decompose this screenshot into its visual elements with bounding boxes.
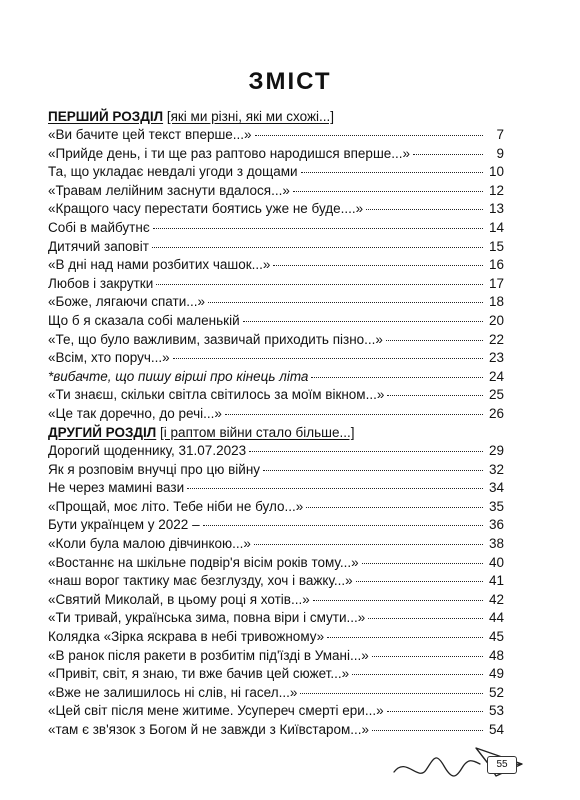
- toc-entry-title: «Кращого часу перестати боятись уже не буде....»: [48, 201, 364, 217]
- toc-entry-title: «Ти знаєш, скільки світла світилось за моїм вікном...»: [48, 387, 385, 403]
- dot-leader: [173, 358, 483, 359]
- toc-entry: [48, 479, 504, 498]
- toc-entry-page-number: 34: [488, 480, 504, 496]
- toc-entry-title: Дитячий заповіт: [48, 238, 149, 254]
- section-name: ДРУГИЙ РОЗДІЛ: [48, 425, 157, 440]
- toc-entry: [48, 684, 504, 703]
- toc-entry: [48, 442, 504, 461]
- toc-entry-title: «Те, що було важливим, зазвичай приходить пізно...»: [48, 331, 383, 347]
- dot-leader: [368, 618, 483, 619]
- dot-leader: [152, 247, 483, 248]
- toc-entry-title: Що б я сказала собі маленькій: [48, 312, 240, 328]
- dot-leader: [225, 414, 483, 415]
- section-heading: [48, 424, 504, 442]
- section-subtitle: [і раптом війни стало більше...]: [160, 425, 355, 440]
- toc-entry: [48, 647, 504, 666]
- toc-entry-title: «Востаннє на шкільне подвір'я вісім років тому...»: [48, 554, 359, 570]
- toc-entry: [48, 516, 504, 535]
- dot-leader: [362, 563, 483, 564]
- toc-entry-page-number: 16: [488, 257, 504, 273]
- toc-entry: [48, 461, 504, 480]
- toc-entry-page-number: 49: [488, 666, 504, 682]
- dot-leader: [300, 693, 483, 694]
- dot-leader: [254, 544, 483, 545]
- toc-entry: [48, 609, 504, 628]
- toc-entry-page-number: 40: [488, 554, 504, 570]
- toc-entry-title: Дорогий щоденнику, 31.07.2023: [48, 443, 247, 458]
- toc-entry: [48, 405, 504, 424]
- toc-entry-page-number: 54: [488, 721, 504, 737]
- dot-leader: [187, 488, 483, 489]
- dot-leader: [306, 507, 483, 508]
- section-subtitle: [які ми різні, які ми схожі...]: [166, 109, 335, 124]
- dot-leader: [301, 172, 483, 173]
- toc-entry-page-number: 23: [488, 350, 504, 366]
- toc-entry: [48, 256, 504, 275]
- dot-leader: [273, 265, 483, 266]
- dot-leader: [203, 525, 483, 526]
- toc-entry-page-number: 12: [488, 182, 504, 198]
- toc-entry-page-number: 26: [488, 405, 504, 421]
- dot-leader: [327, 637, 483, 638]
- toc-entry-title: Собі в майбутнє: [48, 219, 150, 235]
- toc-entry-title: Бути українцем у 2022 –: [48, 517, 200, 533]
- dot-leader: [313, 600, 483, 601]
- toc-entry: [48, 293, 504, 312]
- toc-entry-title: «В дні над нами розбитих чашок...»: [48, 257, 271, 273]
- toc-entry-title: «там є зв'язок з Богом й не завжди з Київстаром...»: [48, 721, 370, 737]
- toc-entry-page-number: 36: [488, 517, 504, 533]
- toc-entry-title: «наш ворог тактику має безглузду, хоч і важку...»: [48, 573, 353, 589]
- toc-entry-title: «Цей світ після мене житиме. Усупереч смерті ери...»: [48, 703, 384, 719]
- page-title: ЗМІСТ: [248, 68, 332, 95]
- dot-leader: [413, 154, 483, 155]
- toc-entry-title: «Прощай, моє літо. Тебе ніби не було...»: [48, 498, 304, 514]
- toc-entry: [48, 312, 504, 331]
- toc-entry-list: [48, 442, 504, 740]
- toc-entry-title: «Всім, хто поруч...»: [48, 350, 170, 366]
- toc-entry: [48, 535, 504, 554]
- toc-entry: [48, 386, 504, 405]
- toc-entry-title: Любов і закрутки: [48, 275, 154, 291]
- toc-entry-title: «Ти тривай, українська зима, повна віри і смути...»: [48, 610, 366, 626]
- dot-leader: [386, 340, 483, 341]
- toc-entry-title: «Привіт, світ, я знаю, ти вже бачив цей сюжет...»: [48, 666, 350, 682]
- toc-entry-page-number: 20: [488, 312, 504, 328]
- toc-entry: [48, 238, 504, 257]
- toc-entry-page-number: 24: [488, 368, 504, 384]
- toc-entry-page-number: 25: [488, 387, 504, 403]
- toc-entry: [48, 554, 504, 573]
- section-heading: [48, 108, 504, 126]
- toc-entry: [48, 572, 504, 591]
- dot-leader: [356, 581, 483, 582]
- toc-entry-title: Не через мамині вази: [48, 480, 185, 496]
- toc-entry-page-number: 38: [488, 535, 504, 551]
- toc-entry-page-number: 10: [488, 164, 504, 180]
- toc-entry: [48, 721, 504, 740]
- toc-entry: [48, 368, 504, 387]
- dot-leader: [249, 451, 483, 452]
- dot-leader: [255, 135, 483, 136]
- toc-entry-page-number: 48: [488, 647, 504, 663]
- toc-entry-page-number: 35: [488, 498, 504, 514]
- toc-entry-page-number: 7: [496, 127, 504, 142]
- toc-entry-page-number: 15: [488, 238, 504, 254]
- toc-entry-title: *вибачте, що пишу вірші про кінець літа: [48, 368, 309, 384]
- toc-entry-page-number: 32: [488, 461, 504, 477]
- dot-leader: [387, 395, 483, 396]
- toc-entry-title: «Ви бачите цей текст вперше...»: [48, 127, 252, 142]
- dot-leader: [352, 674, 483, 675]
- toc-entry-title: «Коли була малою дівчинкою...»: [48, 535, 251, 551]
- toc-entry-page-number: 29: [488, 443, 504, 458]
- toc-entry: [48, 702, 504, 721]
- dot-leader: [366, 209, 483, 210]
- toc-entry-page-number: 44: [488, 610, 504, 626]
- dot-leader: [293, 191, 483, 192]
- toc-entry: [48, 331, 504, 350]
- toc-entry-page-number: 45: [488, 628, 504, 644]
- toc-entry: [48, 275, 504, 294]
- toc-entry: [48, 498, 504, 517]
- toc-entry-title: «Прийде день, і ти ще раз раптово народишся вперше...»: [48, 145, 411, 161]
- dot-leader: [156, 284, 483, 285]
- dot-leader: [243, 321, 483, 322]
- toc-entry-page-number: 22: [488, 331, 504, 347]
- toc-section-2: [48, 424, 504, 740]
- toc-entry-title: «Святий Миколай, в цьому році я хотів...»: [48, 591, 310, 607]
- toc-entry: [48, 126, 504, 145]
- toc-entry: [48, 145, 504, 164]
- section-name: ПЕРШИЙ РОЗДІЛ: [48, 109, 164, 124]
- toc-entry: [48, 628, 504, 647]
- toc-section-1: [48, 108, 504, 424]
- toc-entry-title: Колядка «Зірка яскрава в небі тривожному»: [48, 628, 325, 644]
- toc-entry-title: «Травам лелійним заснути вдалося...»: [48, 182, 290, 198]
- dot-leader: [263, 470, 483, 471]
- dot-leader: [372, 656, 483, 657]
- toc-entry-page-number: 18: [488, 294, 504, 310]
- toc-entry-page-number: 9: [496, 145, 504, 161]
- toc-entry: [48, 591, 504, 610]
- toc-entry-title: «Боже, лягаючи спати...»: [48, 294, 205, 310]
- dot-leader: [387, 711, 483, 712]
- toc-entry-page-number: 52: [488, 684, 504, 700]
- toc-entry-page-number: 41: [488, 573, 504, 589]
- toc-entry-page-number: 14: [488, 219, 504, 235]
- toc-entry-page-number: 17: [488, 275, 504, 291]
- toc-entry-page-number: 42: [488, 591, 504, 607]
- toc-entry-title: «Це так доречно, до речі...»: [48, 405, 222, 421]
- page-number: 55: [487, 756, 517, 774]
- toc-entry: [48, 200, 504, 219]
- dot-leader: [311, 377, 483, 378]
- dot-leader: [208, 302, 483, 303]
- toc-entry-page-number: 13: [488, 201, 504, 217]
- toc-entry: [48, 182, 504, 201]
- dot-leader: [153, 228, 483, 229]
- toc-entry-title: «Вже не залишилось ні слів, ні гасел...»: [48, 684, 298, 700]
- toc-entry: [48, 163, 504, 182]
- toc-entry: [48, 349, 504, 368]
- toc-entry: [48, 665, 504, 684]
- toc-entry-title: Та, що укладає невдалі угоди з дощами: [48, 164, 298, 180]
- toc-entry-title: Як я розповім внучці про цю війну: [48, 461, 261, 477]
- toc-entry-title: «В ранок після ракети в розбитім під'їзді в Умані...»: [48, 647, 369, 663]
- toc-entry-page-number: 53: [488, 703, 504, 719]
- toc-entry: [48, 219, 504, 238]
- toc-entry-list: [48, 126, 504, 424]
- dot-leader: [372, 730, 483, 731]
